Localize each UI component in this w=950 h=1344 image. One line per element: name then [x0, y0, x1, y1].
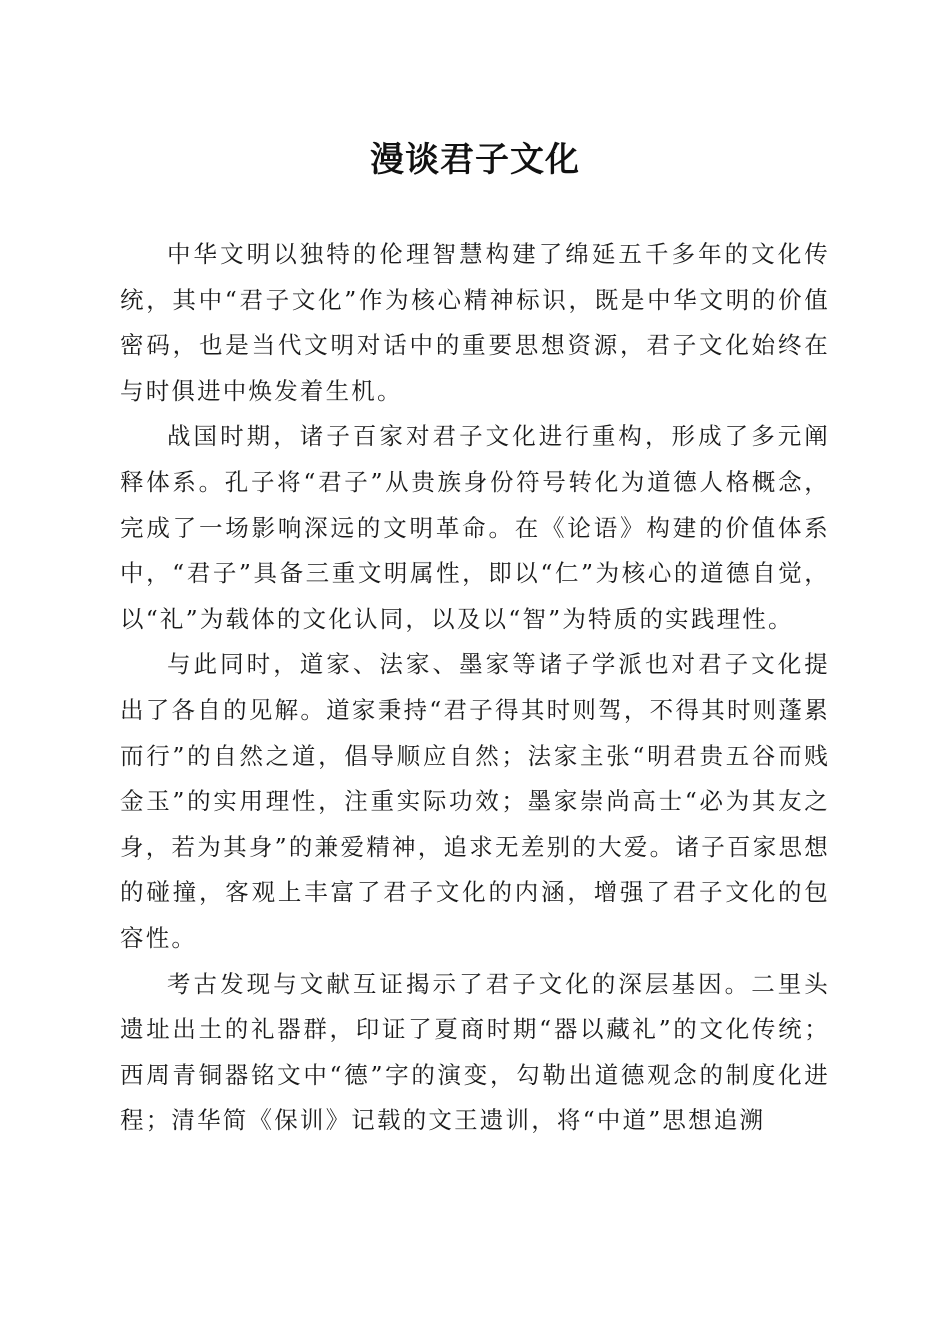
- paragraph: 与此同时，道家、法家、墨家等诸子学派也对君子文化提出了各自的见解。道家秉持“君子得其时则驾，不得其时则蓬累而行”的自然之道，倡导顺应自然；法家主张“明君贵五谷而贱金玉”的实用理性，注重实际功效；墨家崇尚高士“必为其友之身，若为其身”的兼爱精神，追求无差别的大爱。诸子百家思想的碰撞，客观上丰富了君子文化的内涵，增强了君子文化的包容性。: [120, 650, 830, 952]
- paragraph: 中华文明以独特的伦理智慧构建了绵延五千多年的文化传统，其中“君子文化”作为核心精神标识，既是中华文明的价值密码，也是当代文明对话中的重要思想资源，君子文化始终在与时俱进中焕发着生机。: [120, 240, 830, 405]
- paragraph: 考古发现与文献互证揭示了君子文化的深层基因。二里头遗址出土的礼器群，印证了夏商时期“器以藏礼”的文化传统；西周青铜器铭文中“德”字的演变，勾勒出道德观念的制度化进程；清华简《保训》记载的文王遗训，将“中道”思想追溯: [120, 969, 830, 1135]
- paragraph: 战国时期，诸子百家对君子文化进行重构，形成了多元阐释体系。孔子将“君子”从贵族身份符号转化为道德人格概念，完成了一场影响深远的文明革命。在《论语》构建的价值体系中，“君子”具备三重文明属性，即以“仁”为核心的道德自觉，以“礼”为载体的文化认同，以及以“智”为特质的实践理性。: [120, 422, 830, 633]
- page-title: 漫谈君子文化: [370, 140, 580, 180]
- article-body: [120, 232, 830, 1144]
